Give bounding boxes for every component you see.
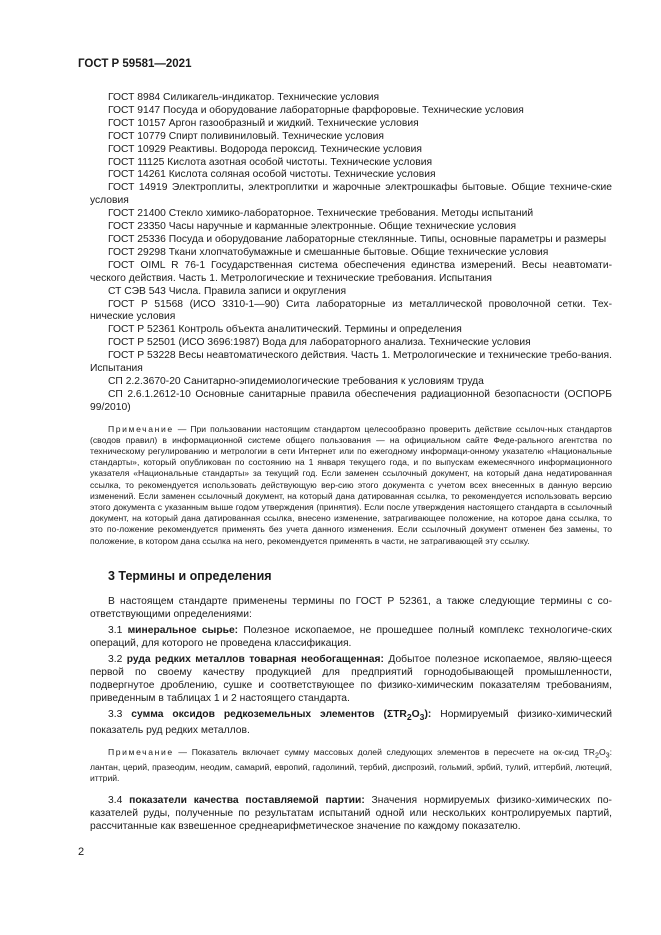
- references-note: [90, 424, 612, 547]
- term-definition: [90, 624, 612, 650]
- reference-item: ГОСТ 9147 Посуда и оборудование лабораторные фарфоровые. Технические условия: [108, 104, 524, 116]
- note-label: Примечание: [108, 423, 174, 434]
- reference-item: СП 2.6.1.2612-10 Основные санитарные правила обеспечения радиационной безопасности (ОСПОРБ 99/2010): [90, 388, 612, 413]
- reference-item: ГОСТ 10157 Аргон газообразный и жидкий. Технические условия: [108, 117, 419, 129]
- note-label: Примечание: [108, 746, 174, 757]
- reference-item: ГОСТ 14261 Кислота соляная особой чистоты. Технические условия: [108, 169, 436, 181]
- reference-item: ГОСТ 25336 Посуда и оборудование лабораторные стеклянные. Типы, основные параметры и размеры: [108, 233, 607, 245]
- term-text: Добытое полезное ископаемое, являю-щееся первой по своему качеству продукцией для предприятий горнодобывающей промышленности, подвергнутое дроблению, сушке и соответствующее по физико-химическим показателям требованиям, приведенным в таблицах 1 и 2 настоящего стандарта.: [90, 653, 612, 704]
- reference-item: ГОСТ 10929 Реактивы. Водорода пероксид. Технические условия: [108, 143, 422, 155]
- reference-item: ГОСТ Р 53228 Весы неавтоматического действия. Часть 1. Метрологические и технические требо-вания. Испытания: [90, 350, 612, 375]
- term-text: Полезное ископаемое, не прошедшее полный комплекс технологиче-ских операций, для которого не проведена классификация.: [90, 624, 612, 649]
- term-number: 3.2: [108, 653, 127, 665]
- term-note: Примечание — Показатель включает сумму массовых долей следующих элементов в пересчете на ок-сид $TR_2O_3$: лантан, церий, празеодим, неодим, самарий, европий, гадолиний, тербий, диспрозий, гольмий, эрбий, тулий, иттербий, лютеций, иттрий.: [90, 746, 612, 784]
- document-header: ГОСТ Р 59581—2021: [78, 58, 192, 70]
- term-name: показатели качества поставляемой партии:: [129, 795, 365, 807]
- reference-item: ГОСТ Р 52501 (ИСО 3696:1987) Вода для лабораторного анализа. Технические условия: [108, 337, 531, 349]
- note-text: — При пользовании настоящим стандартом целесообразно проверить действие ссылоч-ных стандартов (сводов правил) в информационной системе общего пользования — на официальном сайте Феде-рального агентства по техническому регулированию и метрологии в сети Интернет или по ежегодному информаци-онному указателю «Национальные стандарты», который опубликован по состоянию на 1 января текущего года, и по выпускам ежемесячного информационного указателя «Национальные стандарты» за текущий год. Если заменен ссылочный документ, на который дана недатированная ссылка, то рекомендуется использовать действующую вер-сию этого документа с учетом всех внесенных в данную версию изменений. Если заменен ссылочный документ, на который дана датированная ссылка, то рекомендуется использовать версию этого документа с указанным выше годом утверждения (принятия). Если после утверждения настоящего стандарта в ссылочный документ, на который дана датированная ссылка, внесено изменение, затрагивающее положение, на которое дана ссылка, то это по-ложение рекомендуется применять без учета данного изменения. Если ссылочный документ отменен без замены, то положение, в котором дана ссылка на него, рекомендуется применять в части, не затрагивающей эту ссылку.: [90, 423, 612, 546]
- reference-item: ГОСТ 21400 Стекло химико-лабораторное. Технические требования. Методы испытаний: [108, 208, 534, 220]
- term-number: 3.3: [108, 708, 132, 720]
- section-intro: В настоящем стандарте применены термины по ГОСТ Р 52361, а также следующие термины с со-ответствующими определениями:: [90, 595, 612, 620]
- term-name: минеральное сырье:: [127, 624, 239, 636]
- reference-item: ГОСТ Р 51568 (ИСО 3310-1—90) Сита лабораторные из металлической проволочной сетки. Тех-нические условия: [90, 298, 612, 323]
- section-heading: 3 Термины и определения: [108, 568, 272, 583]
- reference-item: СП 2.2.3670-20 Санитарно-эпидемиологические требования к условиям труда: [108, 375, 484, 387]
- reference-item: ГОСТ 10779 Спирт поливиниловый. Технические условия: [108, 130, 384, 142]
- reference-item: ГОСТ 23350 Часы наручные и карманные электронные. Общие технические условия: [108, 221, 517, 233]
- page-number: 2: [78, 846, 85, 858]
- term-definition: [90, 653, 612, 705]
- sigma-symbol: Σ: [386, 708, 394, 720]
- term-number: 3.4: [108, 795, 130, 807]
- normative-references-list: [90, 92, 612, 415]
- reference-item: ГОСТ 29298 Ткани хлопчатобумажные и смешанные бытовые. Общие технические условия: [108, 246, 549, 258]
- page-content: [90, 92, 612, 836]
- reference-item: ГОСТ OIML R 76-1 Государственная система обеспечения единства измерений. Весы неавтомати-ческого действия. Часть 1. Метрологические и технические требования. Испытания: [90, 259, 612, 284]
- reference-item: СТ СЭВ 543 Числа. Правила записи и округления: [108, 285, 347, 297]
- term-definition: [90, 708, 612, 737]
- term-name: сумма оксидов редкоземельных элементов $(\Sigma TR_2O_3)$:: [131, 708, 432, 722]
- reference-item: ГОСТ 8984 Силикагель-индикатор. Технические условия: [108, 92, 380, 103]
- reference-item: ГОСТ Р 52361 Контроль объекта аналитический. Термины и определения: [108, 324, 462, 336]
- term-text: Значения нормируемых физико-химических по-казателей руды, полученные по результатам испытаний одной или нескольких контролируемых партий, рассчитанные как взвешенное среднеарифметическое значение по каждому показателю.: [90, 795, 612, 833]
- term-text: Нормируемый физико-химический показатель руд редких металлов.: [90, 708, 612, 736]
- term-definition: [90, 794, 612, 833]
- reference-item: ГОСТ 11125 Кислота азотная особой чистоты. Технические условия: [108, 156, 433, 168]
- term-number: 3.1: [108, 624, 128, 636]
- reference-item: ГОСТ 14919 Электроплиты, электроплитки и жарочные электрошкафы бытовые. Общие техниче-ские условия: [90, 182, 612, 207]
- term-name: руда редких металлов товарная необогащенная:: [126, 653, 384, 665]
